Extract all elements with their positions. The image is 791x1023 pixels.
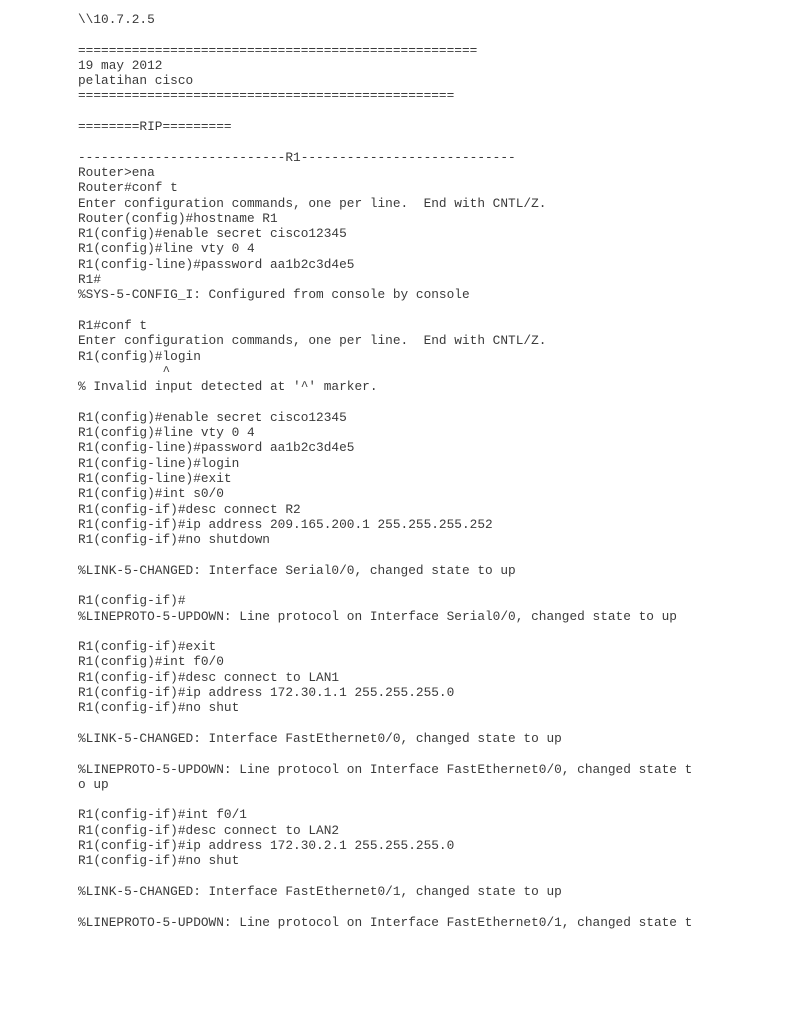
console-line: R1(config)#int f0/0 <box>78 654 224 670</box>
console-line: R1(config-if)#no shutdown <box>78 532 270 548</box>
status-message-line: %LINK-5-CHANGED: Interface Serial0/0, changed state to up <box>78 562 516 578</box>
blank-line <box>78 134 778 149</box>
blank-line <box>78 624 778 639</box>
blank-line <box>78 394 778 409</box>
status-message-line: %LINK-5-CHANGED: Interface FastEthernet0/1, changed state to up <box>78 883 562 899</box>
document-title: pelatihan cisco <box>78 73 194 89</box>
status-message-line: %LINEPROTO-5-UPDOWN: Line protocol on Interface FastEthernet0/0, changed state t <box>78 761 693 777</box>
blank-line <box>78 547 778 562</box>
console-line: R1(config-line)#login <box>78 455 240 471</box>
console-line: R1(config-if)#exit <box>78 639 217 655</box>
blank-line <box>78 27 778 42</box>
status-message-continuation: o up <box>78 776 109 792</box>
console-line: R1# <box>78 272 102 288</box>
section-heading-rip: ========RIP========= <box>78 119 232 135</box>
console-line: R1#conf t <box>78 317 148 333</box>
console-line: R1(config)#enable secret cisco12345 <box>78 226 347 242</box>
error-marker-line: ^ <box>78 363 171 379</box>
console-line: R1(config)#login <box>78 348 201 364</box>
console-line: R1(config-if)#ip address 172.30.2.1 255.255.255.0 <box>78 838 455 854</box>
console-line: Enter configuration commands, one per line. End with CNTL/Z. <box>78 333 547 349</box>
console-line: R1(config-if)#desc connect to LAN1 <box>78 669 340 685</box>
separator-line: ==================================================== <box>78 42 478 58</box>
separator-line: ================================================= <box>78 88 455 104</box>
blank-line <box>78 716 778 731</box>
console-line: R1(config-if)#ip address 172.30.1.1 255.255.255.0 <box>78 685 455 701</box>
console-line: R1(config-if)#desc connect to LAN2 <box>78 822 340 838</box>
console-line: Enter configuration commands, one per line. End with CNTL/Z. <box>78 195 547 211</box>
console-line: R1(config-if)#int f0/1 <box>78 807 247 823</box>
blank-line <box>78 792 778 807</box>
console-line: R1(config-if)#no shut <box>78 853 240 869</box>
error-message-line: % Invalid input detected at '^' marker. <box>78 379 378 395</box>
console-line: R1(config-if)#ip address 209.165.200.1 255.255.255.252 <box>78 516 493 532</box>
console-line: R1(config-line)#exit <box>78 470 232 486</box>
console-line: %SYS-5-CONFIG_I: Configured from console by console <box>78 287 470 303</box>
blank-line <box>78 899 778 914</box>
server-path: \\10.7.2.5 <box>78 12 155 27</box>
console-line: R1(config)#enable secret cisco12345 <box>78 409 347 425</box>
blank-line <box>78 869 778 884</box>
console-line: R1(config)#line vty 0 4 <box>78 241 255 257</box>
console-line: R1(config-if)#desc connect R2 <box>78 501 301 517</box>
console-line: R1(config)#line vty 0 4 <box>78 425 255 441</box>
status-message-line: %LINK-5-CHANGED: Interface FastEthernet0/0, changed state to up <box>78 730 562 746</box>
blank-line <box>78 578 778 593</box>
blank-line <box>78 746 778 761</box>
console-line: R1(config-if)# <box>78 593 186 609</box>
document-date: 19 may 2012 <box>78 57 163 73</box>
subsection-heading-r1: ---------------------------R1---------------------------- <box>78 149 516 165</box>
console-line: R1(config-line)#password aa1b2c3d4e5 <box>78 440 355 456</box>
status-message-line: %LINEPROTO-5-UPDOWN: Line protocol on Interface FastEthernet0/1, changed state t <box>78 914 693 930</box>
console-line: Router>ena <box>78 164 155 180</box>
console-line: Router#conf t <box>78 180 178 196</box>
console-line: Router(config)#hostname R1 <box>78 210 278 226</box>
console-line: R1(config-if)#no shut <box>78 700 240 716</box>
console-line: R1(config)#int s0/0 <box>78 486 224 502</box>
blank-line <box>78 303 778 318</box>
console-line: R1(config-line)#password aa1b2c3d4e5 <box>78 256 355 272</box>
document-page <box>78 12 778 930</box>
blank-line <box>78 104 778 119</box>
status-message-line: %LINEPROTO-5-UPDOWN: Line protocol on Interface Serial0/0, changed state to up <box>78 608 677 624</box>
